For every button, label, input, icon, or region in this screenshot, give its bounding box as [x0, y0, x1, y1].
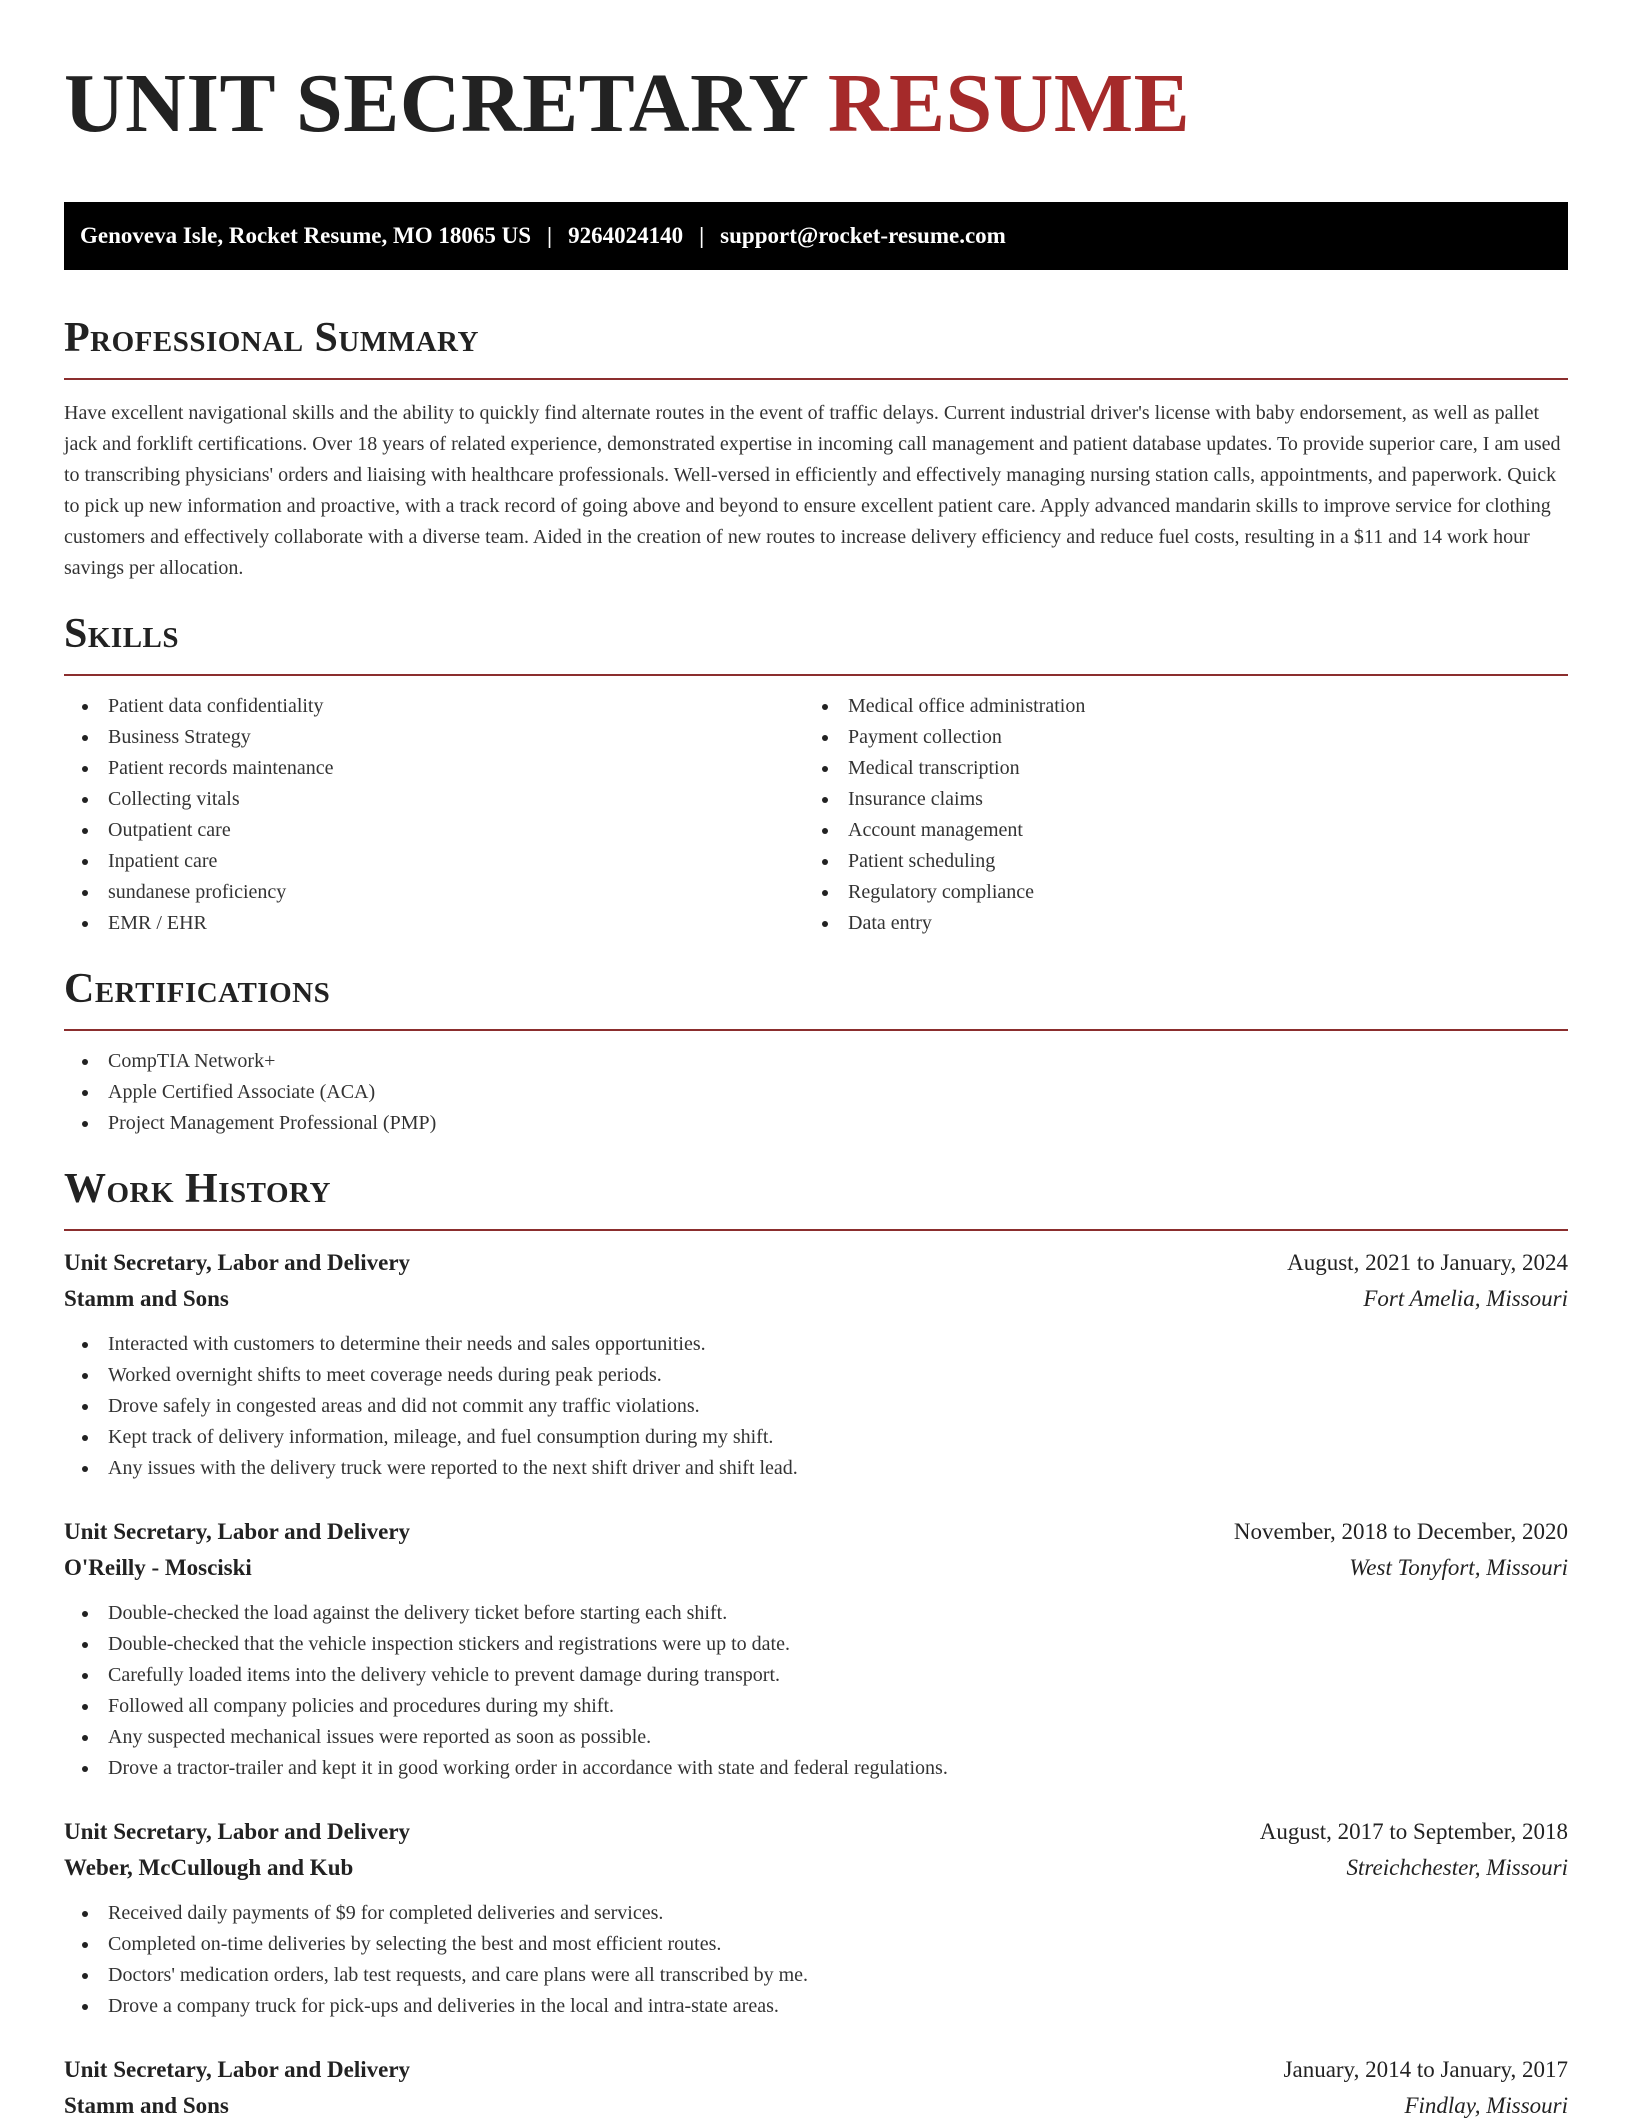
skill-item: Medical office administration: [804, 691, 1544, 722]
resume-title: [64, 0, 1568, 176]
certifications-list: [64, 1046, 1568, 1139]
skill-item: Insurance claims: [804, 784, 1544, 815]
work-history-section: [64, 1165, 1568, 2124]
title-accent: RESUME: [827, 57, 1191, 150]
skill-item: Payment collection: [804, 722, 1544, 753]
skills-grid: [64, 691, 1568, 939]
skill-item: Collecting vitals: [64, 784, 804, 815]
skill-item: EMR / EHR: [64, 908, 804, 939]
job-bullet: Doctors' medication orders, lab test requests, and care plans were all transcribed by me.: [64, 1960, 1568, 1991]
skill-item: Patient scheduling: [804, 846, 1544, 877]
job-location: Findlay, Missouri: [1404, 2093, 1568, 2118]
job-bullet: Drove safely in congested areas and did not commit any traffic violations.: [64, 1391, 1568, 1422]
contact-email: support@rocket-resume.com: [720, 223, 1006, 248]
skill-item: Regulatory compliance: [804, 877, 1544, 908]
skill-item: Outpatient care: [64, 815, 804, 846]
contact-separator: |: [547, 223, 553, 248]
skill-item: Account management: [804, 815, 1544, 846]
certifications-heading: Certifications: [64, 966, 331, 1012]
job-dates: January, 2014 to January, 2017: [1283, 2057, 1568, 2082]
job-entry: [64, 1245, 1568, 1484]
summary-text: Have excellent navigational skills and the ability to quickly find alternate routes in the event of traffic delays. Current industrial driver's license with baby endorsement, as well as pallet jack and forklift certifications. Over 18 years of related experience, demonstrated expertise in incoming call management and patient database updates. To provide superior care, I am used to transcribing physicians' orders and liaising with healthcare professionals. Well-versed in efficiently and effectively managing nursing station calls, appointments, and paperwork. Quick to pick up new information and proactive, with a track record of going above and beyond to ensure excellent patient care. Apply advanced mandarin skills to improve service for clothing customers and effectively collaborate with a diverse team. Aided in the creation of new routes to increase delivery efficiency and reduce fuel costs, resulting in a $11 and 14 work hour savings per allocation.: [64, 402, 1561, 579]
skill-item: Business Strategy: [64, 722, 804, 753]
section-divider: [64, 1029, 1568, 1031]
summary-section: [64, 314, 1568, 584]
job-title: Unit Secretary, Labor and Delivery: [64, 2057, 411, 2082]
job-dates: August, 2021 to January, 2024: [1287, 1250, 1568, 1275]
job-company: Stamm and Sons: [64, 1286, 229, 1311]
section-divider: [64, 674, 1568, 676]
skill-item: sundanese proficiency: [64, 877, 804, 908]
section-divider: [64, 1229, 1568, 1231]
section-divider: [64, 378, 1568, 380]
skill-item: Patient data confidentiality: [64, 691, 804, 722]
job-company: O'Reilly - Mosciski: [64, 1555, 252, 1580]
job-dates: November, 2018 to December, 2020: [1233, 1519, 1568, 1544]
skills-list-left: [64, 691, 804, 939]
job-bullet: Any suspected mechanical issues were reported as soon as possible.: [64, 1722, 1568, 1753]
job-bullet: Double-checked the load against the delivery ticket before starting each shift.: [64, 1598, 1568, 1629]
contact-phone: 9264024140: [568, 223, 684, 248]
skill-item: Data entry: [804, 908, 1544, 939]
job-company: Stamm and Sons: [64, 2093, 229, 2118]
job-location: Streichchester, Missouri: [1346, 1855, 1568, 1880]
skills-section: [64, 610, 1568, 939]
contact-bar: [64, 202, 1568, 270]
contact-separator: |: [699, 223, 705, 248]
job-bullet: Drove a company truck for pick-ups and deliveries in the local and intra-state areas.: [64, 1991, 1568, 2022]
job-location: Fort Amelia, Missouri: [1363, 1286, 1568, 1311]
job-dates: August, 2017 to September, 2018: [1259, 1819, 1568, 1844]
job-entry: [64, 1514, 1568, 1784]
job-bullet: Worked overnight shifts to meet coverage needs during peak periods.: [64, 1360, 1568, 1391]
job-title: Unit Secretary, Labor and Delivery: [64, 1250, 411, 1275]
summary-heading: Professional Summary: [64, 315, 479, 361]
job-bullet: Any issues with the delivery truck were reported to the next shift driver and shift lead.: [64, 1453, 1568, 1484]
job-title: Unit Secretary, Labor and Delivery: [64, 1819, 411, 1844]
contact-address: Genoveva Isle, Rocket Resume, MO 18065 US: [80, 223, 532, 248]
skills-heading: Skills: [64, 611, 180, 657]
job-bullet: Double-checked that the vehicle inspection stickers and registrations were up to date.: [64, 1629, 1568, 1660]
skills-list-right: [804, 691, 1544, 939]
job-bullet: Completed on-time deliveries by selecting the best and most efficient routes.: [64, 1929, 1568, 1960]
job-bullet: Followed all company policies and procedures during my shift.: [64, 1691, 1568, 1722]
certifications-section: [64, 965, 1568, 1139]
job-entry: [64, 2052, 1568, 2124]
skill-item: Medical transcription: [804, 753, 1544, 784]
certification-item: Project Management Professional (PMP): [64, 1108, 1568, 1139]
certification-item: Apple Certified Associate (ACA): [64, 1077, 1568, 1108]
job-bullet: Carefully loaded items into the delivery vehicle to prevent damage during transport.: [64, 1660, 1568, 1691]
job-bullets: [64, 1329, 1568, 1484]
job-location: West Tonyfort, Missouri: [1349, 1555, 1568, 1580]
job-company: Weber, McCullough and Kub: [64, 1855, 354, 1880]
job-bullets: [64, 1598, 1568, 1784]
skill-item: Inpatient care: [64, 846, 804, 877]
certification-item: CompTIA Network+: [64, 1046, 1568, 1077]
work-history-heading: Work History: [64, 1166, 331, 1212]
job-bullet: Received daily payments of $9 for completed deliveries and services.: [64, 1898, 1568, 1929]
job-bullets: [64, 1898, 1568, 2022]
job-title: Unit Secretary, Labor and Delivery: [64, 1519, 411, 1544]
job-entry: [64, 1814, 1568, 2022]
job-bullet: Interacted with customers to determine their needs and sales opportunities.: [64, 1329, 1568, 1360]
skill-item: Patient records maintenance: [64, 753, 804, 784]
job-bullet: Drove a tractor-trailer and kept it in good working order in accordance with state and federal regulations.: [64, 1753, 1568, 1784]
title-main: UNIT SECRETARY: [64, 57, 807, 150]
job-bullet: Kept track of delivery information, mileage, and fuel consumption during my shift.: [64, 1422, 1568, 1453]
